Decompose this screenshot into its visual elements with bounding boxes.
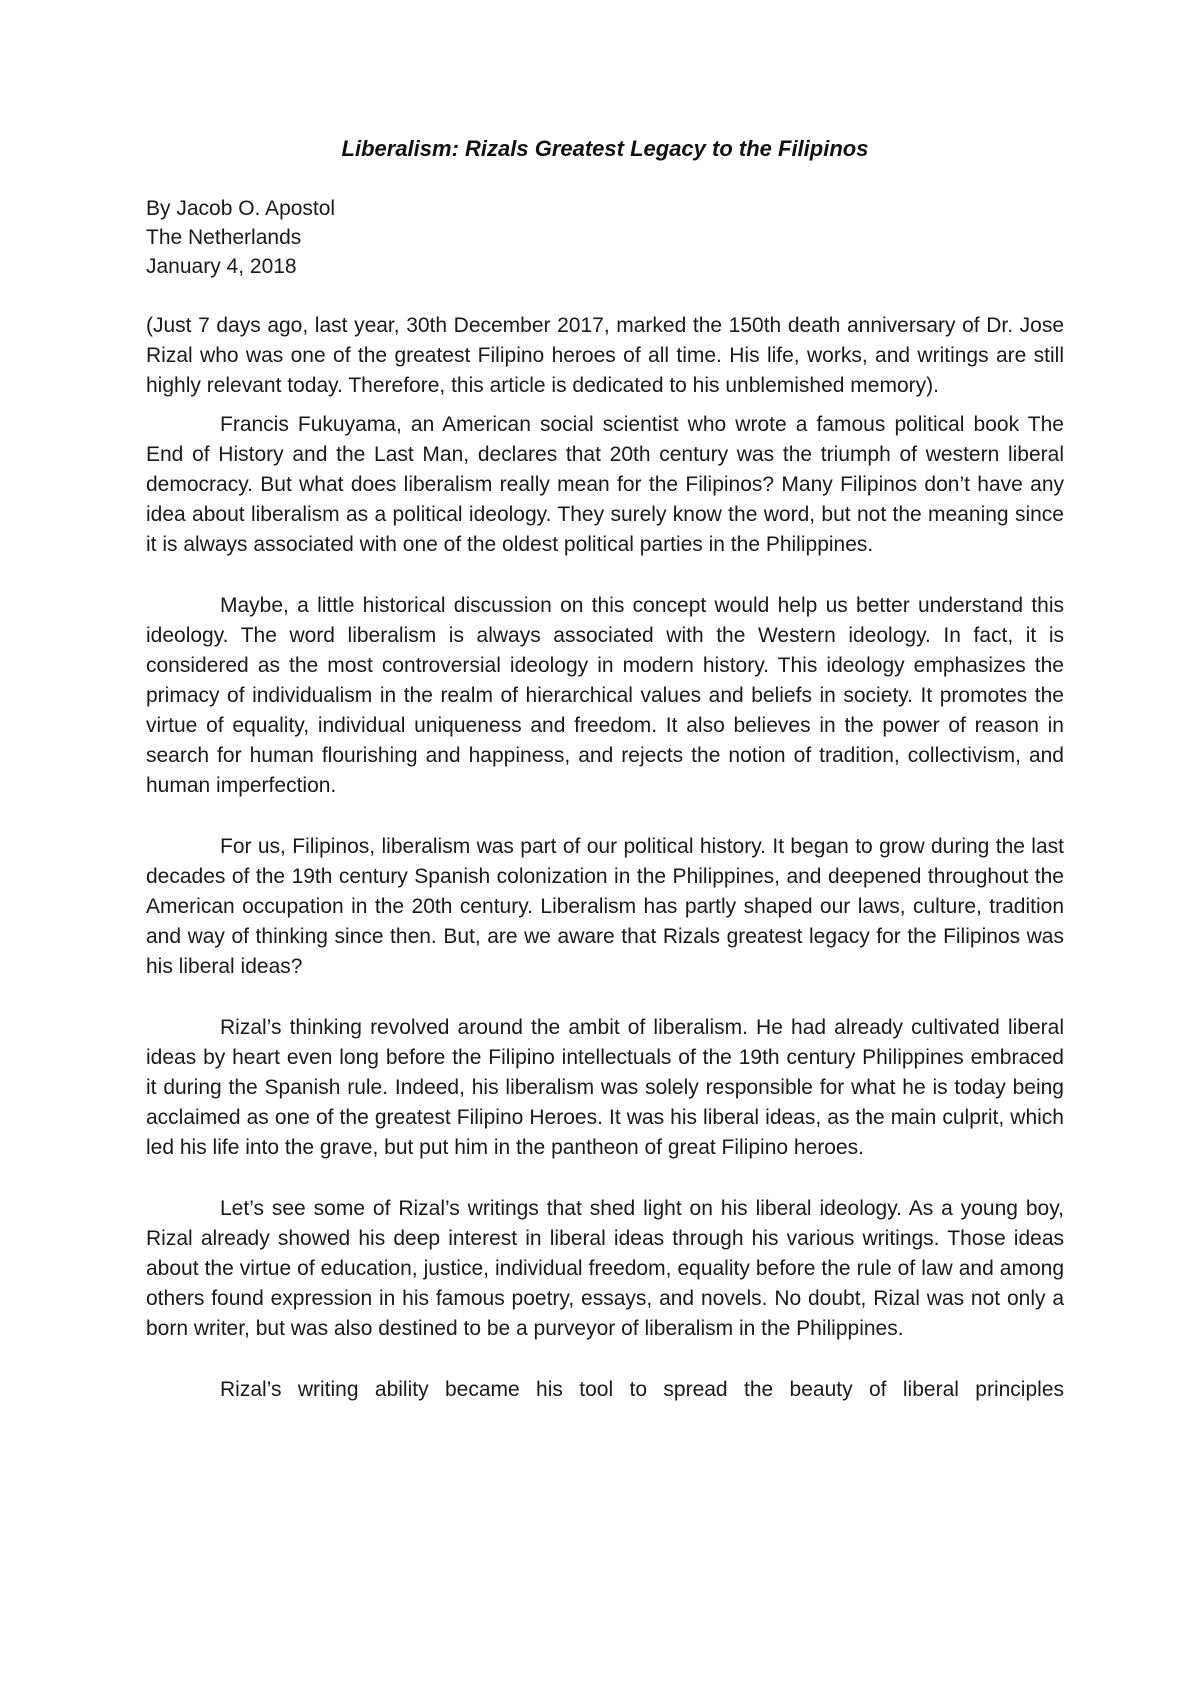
body-paragraph: Francis Fukuyama, an American social scientist who wrote a famous political book The End of History and the Last Man, declares that 20th century was the triumph of western liberal democracy. But what does liberalism really mean for the Filipinos? Many Filipinos don’t have any idea about liberalism as a political ideology. They surely know the word, but not the meaning since it is always associated with one of the oldest political parties in the Philippines. [146, 413, 1064, 556]
byline-author: By Jacob O. Apostol [146, 197, 336, 220]
body-paragraph-continued: Rizal’s writing ability became his tool to spread the beauty of liberal principles [220, 1378, 1064, 1401]
intro-paragraph: (Just 7 days ago, last year, 30th December 2017, marked the 150th death anniversary of Dr. Jose Rizal who was one of the greatest Filipino heroes of all time. His life, works, and writings are still highly relevant today. Therefore, this article is dedicated to his unblemished memory). [146, 314, 1064, 397]
body-paragraph: Maybe, a little historical discussion on this concept would help us better understand this ideology. The word liberalism is always associated with the Western ideology. In fact, it is considered as the most controversial ideology in modern history. This ideology emphasizes the primacy of individualism in the realm of hierarchical values and beliefs in society. It promotes the virtue of equality, individual uniqueness and freedom. It also believes in the power of reason in search for human flourishing and happiness, and rejects the notion of tradition, collectivism, and human imperfection. [146, 594, 1064, 797]
byline [146, 194, 1064, 281]
body-paragraph: For us, Filipinos, liberalism was part of our political history. It began to grow during the last decades of the 19th century Spanish colonization in the Philippines, and deepened throughout the American occupation in the 20th century. Liberalism has partly shaped our laws, culture, tradition and way of thinking since then. But, are we aware that Rizals greatest legacy for the Filipinos was his liberal ideas? [146, 835, 1064, 978]
byline-date: January 4, 2018 [146, 255, 297, 278]
document-title: Liberalism: Rizals Greatest Legacy to the Filipinos [341, 136, 869, 161]
body-paragraph: Rizal’s thinking revolved around the ambit of liberalism. He had already cultivated liberal ideas by heart even long before the Filipino intellectuals of the 19th century Philippines embraced it during the Spanish rule. Indeed, his liberalism was solely responsible for what he is today being acclaimed as one of the greatest Filipino Heroes. It was his liberal ideas, as the main culprit, which led his life into the grave, but put him in the pantheon of great Filipino heroes. [146, 1016, 1064, 1159]
document-body [146, 134, 1064, 1405]
byline-location: The Netherlands [146, 226, 302, 249]
body-paragraph: Let’s see some of Rizal’s writings that shed light on his liberal ideology. As a young boy, Rizal already showed his deep interest in liberal ideas through his various writings. Those ideas about the virtue of education, justice, individual freedom, equality before the rule of law and among others found expression in his famous poetry, essays, and novels. No doubt, Rizal was not only a born writer, but was also destined to be a purveyor of liberalism in the Philippines. [146, 1197, 1064, 1340]
